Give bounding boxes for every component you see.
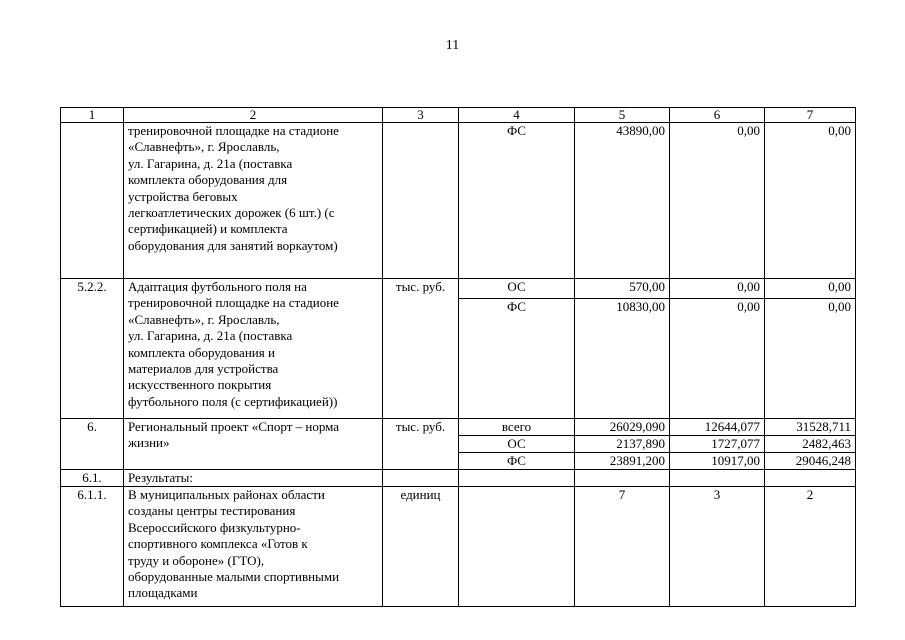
description-line: оборудования для занятий воркаутом) (128, 237, 338, 253)
description-line: материалов для устройства (128, 361, 279, 377)
description-line: созданы центры тестирования (128, 503, 296, 519)
value-col5: 570,00 (575, 279, 670, 299)
header-cell-3: 3 (383, 108, 459, 123)
header-cell-7: 7 (765, 108, 856, 123)
description-line: футбольного поля (с сертификацией)) (128, 393, 338, 409)
value-col7: 2482,463 (765, 436, 856, 453)
value-col7 (765, 470, 856, 487)
description-line: Всероссийского физкультурно- (128, 519, 301, 535)
funding-source (459, 487, 575, 607)
value-col6: 12644,077 (670, 419, 765, 436)
table-row-6 (61, 419, 856, 436)
value-col7: 2 (765, 487, 856, 607)
description-line: ул. Гагарина, д. 21а (поставка (128, 155, 293, 171)
description-line: «Славнефть», г. Ярославль, (128, 139, 280, 155)
table-row-6-1-1 (61, 487, 856, 607)
value-col6: 3 (670, 487, 765, 607)
value-col6: 0,00 (670, 279, 765, 299)
row-description (124, 123, 383, 279)
description-line: Адаптация футбольного поля на (128, 279, 307, 294)
row-number: 6.1. (61, 470, 124, 487)
funding-source: ФС (459, 453, 575, 470)
table-row-6-1 (61, 470, 856, 487)
page-number: 11 (445, 38, 460, 53)
unit-cell (383, 470, 459, 487)
description-line: В муниципальных районах области (128, 487, 325, 502)
value-col5: 2137,890 (575, 436, 670, 453)
value-col7: 0,00 (765, 299, 856, 419)
value-col6: 0,00 (670, 123, 765, 279)
value-col6 (670, 470, 765, 487)
description-line: жизни» (128, 435, 170, 451)
row-label: Результаты: (124, 470, 383, 487)
row-description (124, 279, 383, 419)
description-line: комплекта оборудования для (128, 172, 288, 188)
funding-source (459, 470, 575, 487)
value-col6: 10917,00 (670, 453, 765, 470)
funding-source: ФС (459, 299, 575, 419)
description-line: тренировочной площадке на стадионе (128, 123, 339, 138)
value-col6: 0,00 (670, 299, 765, 419)
value-col5 (575, 470, 670, 487)
funding-source: всего (459, 419, 575, 436)
description-line: Региональный проект «Спорт – норма (128, 419, 340, 434)
description-line: площадками (128, 585, 198, 601)
budget-table (60, 107, 856, 607)
description-line: сертификацией) и комплекта (128, 221, 288, 237)
value-col7: 31528,711 (765, 419, 856, 436)
description-line: тренировочной площадке на стадионе (128, 295, 339, 311)
header-cell-6: 6 (670, 108, 765, 123)
funding-source: ФС (459, 123, 575, 279)
description-line: оборудованные малыми спортивными (128, 569, 340, 585)
description-line: «Славнефть», г. Ярославль, (128, 311, 280, 327)
row-number-cell (61, 123, 124, 279)
table-row-continuation (61, 123, 856, 279)
row-number: 6.1.1. (61, 487, 124, 607)
unit-cell (383, 123, 459, 279)
description-line: устройства беговых (128, 188, 238, 204)
description-line: труду и обороне» (ГТО), (128, 552, 265, 568)
header-row (61, 108, 856, 123)
value-col6: 1727,077 (670, 436, 765, 453)
funding-source: ОС (459, 279, 575, 299)
value-col5: 26029,090 (575, 419, 670, 436)
description-line: легкоатлетических дорожек (6 шт.) (с (128, 205, 335, 221)
row-description (124, 419, 383, 470)
unit-cell: тыс. руб. (383, 419, 459, 470)
header-cell-2: 2 (124, 108, 383, 123)
value-col5: 43890,00 (575, 123, 670, 279)
unit-cell: единиц (383, 487, 459, 607)
value-col7: 0,00 (765, 123, 856, 279)
value-col5: 7 (575, 487, 670, 607)
description-line: комплекта оборудования и (128, 344, 275, 360)
unit-cell: тыс. руб. (383, 279, 459, 419)
value-col7: 0,00 (765, 279, 856, 299)
header-cell-4: 4 (459, 108, 575, 123)
value-col5: 23891,200 (575, 453, 670, 470)
description-line: спортивного комплекса «Готов к (128, 536, 308, 552)
row-description (124, 487, 383, 607)
header-cell-1: 1 (61, 108, 124, 123)
row-number: 5.2.2. (61, 279, 124, 419)
value-col5: 10830,00 (575, 299, 670, 419)
description-line: ул. Гагарина, д. 21а (поставка (128, 328, 293, 344)
table-row-5-2-2 (61, 279, 856, 299)
header-cell-5: 5 (575, 108, 670, 123)
row-number: 6. (61, 419, 124, 470)
description-line: искусственного покрытия (128, 377, 272, 393)
value-col7: 29046,248 (765, 453, 856, 470)
funding-source: ОС (459, 436, 575, 453)
